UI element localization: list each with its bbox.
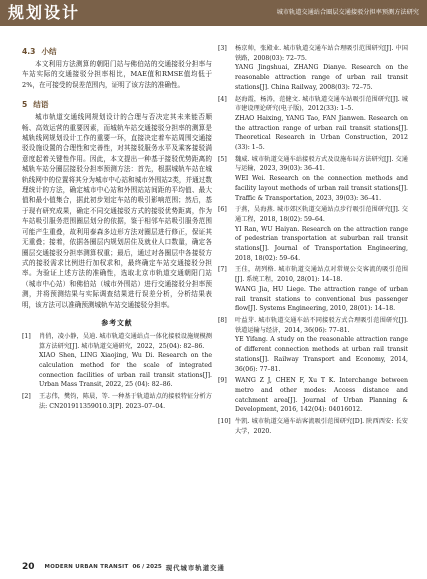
reference-number: [10] — [218, 418, 231, 426]
reference-item — [218, 417, 408, 436]
right-column — [218, 44, 408, 438]
reference-chinese: 杨京帅，张殿业. 城市轨道交通车站合理吸引范围研究[J]. 中国铁路，2008(03): 72–75. — [235, 45, 408, 62]
reference-english: YI Ran, WU Haiyan. Research on the attraction range of pedestrian transportation at suburban rail transit stations[J]. Journal of Transportation Engineering, 2018, 18(02): 59–64. — [235, 225, 408, 262]
section-number: 4.3 — [22, 47, 36, 56]
reference-chinese: 于燕，吴海燕. 城市郊区轨道交通站点步行吸引范围研究[J]. 交通工程，2018, 18(02): 59–64. — [235, 206, 408, 223]
reference-item — [218, 265, 408, 314]
section-title: 结语 — [33, 100, 49, 110]
reference-english: WANG Z J, CHEN F, Xu T K. Interchange between metro and other modes: Access distance and catchment area[J]. Journal of Urban Planning & Development, 2016, 142(04): 04016012. — [235, 377, 408, 414]
journal-name: 现代城市轨道交通 — [165, 563, 225, 572]
section-4-3-heading — [22, 46, 212, 57]
reference-number: [1] — [22, 332, 31, 340]
section-5-heading — [22, 99, 212, 110]
references-heading: 参考文献 — [101, 318, 133, 327]
reference-item — [218, 44, 408, 93]
section-number: 5 — [22, 100, 28, 110]
reference-chinese: 叶益芽. 城市轨道交通车站不同接驳方式合理吸引范围研究[J]. 铁道运输与经济，2014, 36(06): 77–81. — [235, 316, 408, 334]
section-5-paragraph: 城市轨道交通线网规划设计的合理与否决定其未来能否顺畅、高效运营的重要因素，而城轨车站交通接驳分担率的测算是城轨线网规划设计工作的重要一环，直接决定着车站周围交通接驳设施设置的合理性和完善性，对其接驳服务水平及乘客接驳满意度起着关键性作用。因此，本文提出一种基于接驳优势距离的城轨车站分圈层接驳分担率预测方法：首先，根据城轨车站在城轨线网中的位置将其分为城市中心站和城市外围站2类，并通过数理统计的方法，确定城市中心站和外围站站间距的平均值、最大值和最小值集合，据此初步划定车站的吸引影响范围；然后，基于现有研究成果，确定不同交通接驳方式的接驳优势距离，作为车站吸引服务范围圈层划分的依据，鉴于相邻车站吸引服务范围可能产生重叠，故利用泰森多边形方法对圈层进行修正，保证其无重叠；接着，依据各圈层内规划居住及就业人口数量，确定各圈层交通接驳分担率测算权重；最后，通过对各圈层中各接驳方式的接驳需求比例进行加权求和，最终确定车站交通接驳分担率。为验证上述方法的准确性，选取北京市轨道交通朝阳门站（城市中心站）和佛伯站（城市外围站）进行交通接驳分担率预测，并将预测结果与实际调查结果进行误差分析，分析结果表明，该方法可以准确预测城轨车站交通接驳分担率。 — [22, 113, 212, 309]
left-column — [22, 46, 212, 414]
reference-number: [2] — [22, 393, 31, 401]
reference-item — [22, 332, 212, 390]
reference-chinese: 魏威. 城市轨道交通车站接驳方式及设施布局方法研究[J]. 交通与运输，2023, 39(03): 36–41. — [235, 155, 408, 173]
reference-english: XIAO Shen, LING Xiaojing, Wu Di. Research on the calculation method for the scale of integrated connection facilities of urban rail transit stations[J]. Urban Mass Transit, 2022, 25 (04): 82–86. — [39, 352, 212, 389]
reference-item — [218, 155, 408, 204]
reference-chinese: 牛凯. 城市轨道交通车站客流吸引范围研究[D]. 陕西西安: 长安大学，2020. — [235, 418, 408, 435]
reference-number: [5] — [218, 155, 227, 163]
reference-item — [218, 316, 408, 374]
reference-english: WEI Wei. Research on the connection methods and facility layout methods of urban rail transit stations[J]. Traffic & Transportation, 2023, 39(03): 36–41. — [235, 175, 408, 202]
reference-english: ZHAO Haixing, YANG Tao, FAN Jianwen. Research on the attraction range of urban rail transit stations[J]. Theoretical Research in Urban Construction, 2012 (33): 1–5. — [235, 114, 408, 152]
page-header — [0, 0, 427, 26]
journal-brand: MODERN URBAN TRANSIT — [44, 564, 129, 570]
reference-item — [218, 376, 408, 415]
page-footer — [22, 561, 225, 573]
reference-chinese: 王佳，胡列格. 城市轨道交通站点对常规公交客流的吸引范围[J]. 系统工程，2010, 28(01): 14–18. — [235, 266, 408, 284]
reference-number: [3] — [218, 45, 227, 52]
reference-number: [9] — [218, 377, 227, 385]
reference-item — [218, 95, 408, 153]
page-number: 20 — [22, 562, 35, 572]
reference-item — [218, 205, 408, 263]
reference-english: WANG Jia, HU Liege. The attraction range of urban rail transit stations to conventional bus passenger flow[J]. Systems Engineering, 2010, 28(01): 14–18. — [235, 285, 408, 313]
reference-english: YE Yifang. A study on the reasonable attraction range of different connection methods at urban rail transit stations[J]. Railway Transport and Economy, 2014, 36(06): 77–81. — [235, 336, 408, 373]
running-title: 城市轨道交通站合圈层交通接驳分担率预测方法研究 — [276, 9, 419, 16]
reference-number: [8] — [218, 316, 227, 324]
issue-label: 06 / 2025 — [132, 564, 162, 570]
reference-english: YANG Jingshuai, ZHANG Dianye. Research on the reasonable attraction range of urban rail transit stations[J]. China Railway, 2008(03): 72–75. — [235, 64, 408, 91]
reference-chinese: 赵海霞，杨涛，范健文. 城市轨道交通车站吸引范围研究[J]. 城市建设理论研究(电子版)，2012(33): 1–5. — [235, 95, 408, 113]
section-4-3-paragraph: 本文利用方法测算的朝阳门站与佛伯站的交通接驳分担率与车站实际的交通接驳分担率相比，MAE值和RMSE值均低于2%，在可接受的误差范围内，证明了该方法的准确性。 — [22, 60, 212, 89]
reference-chinese: 王志伟，樊钧，陈晨，等. 一种基于轨道站点的接驳特征分析方法: CN201911359010.3[P]. 2023–07–04. — [39, 393, 212, 410]
reference-number: [6] — [218, 206, 227, 214]
reference-chinese: 肖俏，凌小静，吴迪. 城市轨道交通站点一体化接驳设施规模测算方法研究[J]. 城市轨道交通研究，2022，25(04): 82–86. — [39, 332, 212, 350]
reference-item — [22, 392, 212, 411]
reference-number: [7] — [218, 266, 227, 274]
section-title: 小结 — [41, 47, 57, 56]
column-title: 规划设计 — [8, 3, 81, 22]
reference-number: [4] — [218, 95, 227, 103]
